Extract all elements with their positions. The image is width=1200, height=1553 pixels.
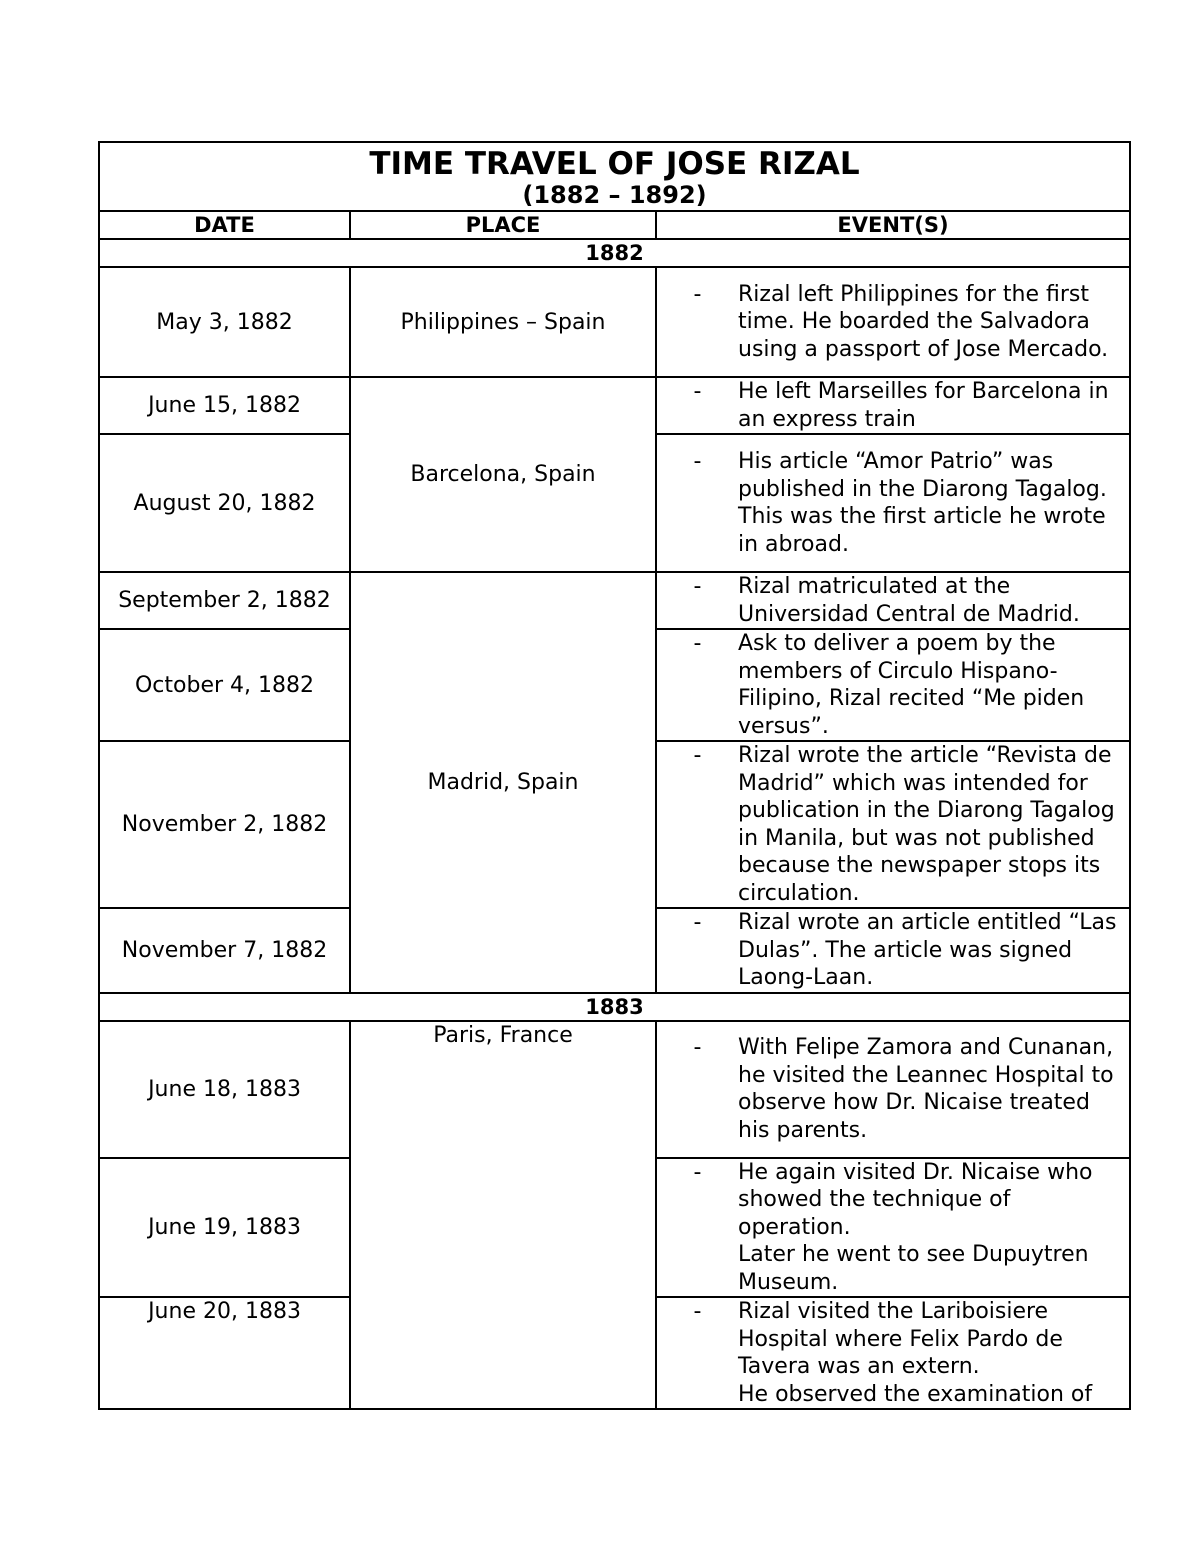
document-title: TIME TRAVEL OF JOSE RIZAL	[369, 145, 860, 182]
place-cell: Barcelona, Spain	[350, 377, 656, 572]
place-cell: Madrid, Spain	[350, 572, 656, 993]
event-cell	[656, 267, 1130, 377]
bullet-dash: -	[693, 631, 702, 656]
bullet-dash: -	[693, 379, 702, 404]
bullet-dash: -	[693, 743, 702, 768]
event-cell	[656, 434, 1130, 572]
event-cell	[656, 1021, 1130, 1158]
date-cell: May 3, 1882	[99, 267, 350, 377]
place-cell: Paris, France	[350, 1021, 656, 1410]
event-text-continued: Later he went to see Dupuytren Museum.	[738, 1242, 1089, 1295]
date-cell: June 18, 1883	[99, 1021, 350, 1158]
year-row-1882: 1882	[99, 239, 1130, 267]
header-place: PLACE	[350, 211, 656, 239]
date-cell: October 4, 1882	[99, 629, 350, 741]
event-cell	[656, 377, 1130, 434]
event-cell	[656, 1158, 1130, 1298]
date-cell: June 19, 1883	[99, 1158, 350, 1298]
date-cell: June 15, 1882	[99, 377, 350, 434]
event-cell	[656, 572, 1130, 629]
event-text: Rizal left Philippines for the first time. He boarded the Salvadora using a passport of Jose Mercado.	[738, 281, 1109, 362]
event-text: Rizal visited the Lariboisiere Hospital where Felix Pardo de Tavera was an extern.	[738, 1299, 1063, 1379]
event-text: With Felipe Zamora and Cunanan, he visited the Leannec Hospital to observe how Dr. Nicaise treated his parents.	[738, 1035, 1114, 1143]
date-cell: September 2, 1882	[99, 572, 350, 629]
event-text: Rizal matriculated at the Universidad Central de Madrid.	[738, 574, 1080, 627]
bullet-dash: -	[693, 281, 702, 307]
timeline-table	[98, 141, 1131, 1410]
event-text: Rizal wrote an article entitled “Las Dulas”. The article was signed Laong-Laan.	[738, 910, 1117, 990]
year-row-1883: 1883	[99, 993, 1130, 1021]
bullet-dash: -	[693, 449, 702, 474]
event-text: He again visited Dr. Nicaise who showed the technique of operation.	[738, 1159, 1093, 1240]
event-text: His article “Amor Patrio” was published in the Diarong Tagalog.	[738, 449, 1107, 502]
bullet-dash: -	[693, 574, 702, 599]
event-cell	[656, 741, 1130, 908]
event-cell	[656, 629, 1130, 741]
document-subtitle: (1882 – 1892)	[522, 180, 707, 209]
bullet-dash: -	[693, 910, 702, 935]
event-cell	[656, 1297, 1130, 1409]
bullet-dash: -	[693, 1159, 702, 1185]
header-date: DATE	[99, 211, 350, 239]
date-cell: November 7, 1882	[99, 908, 350, 993]
place-cell: Philippines – Spain	[350, 267, 656, 377]
event-cell	[656, 908, 1130, 993]
event-text-continued: This was the first article he wrote in abroad.	[738, 504, 1106, 557]
date-cell: August 20, 1882	[99, 434, 350, 572]
header-events: EVENT(S)	[656, 211, 1130, 239]
bullet-dash: -	[693, 1299, 702, 1324]
date-cell: June 20, 1883	[99, 1297, 350, 1409]
event-text-continued: He observed the examination of	[738, 1381, 1093, 1407]
event-text: He left Marseilles for Barcelona in an express train	[738, 379, 1109, 432]
date-cell: November 2, 1882	[99, 741, 350, 908]
bullet-dash: -	[693, 1035, 702, 1060]
event-text: Ask to deliver a poem by the members of Circulo Hispano-Filipino, Rizal recited “Me piden versus”.	[738, 631, 1085, 739]
event-text: Rizal wrote the article “Revista de Madrid” which was intended for publication in the Diarong Tagalog in Manila, but was not published because the newspaper stops its circulation.	[738, 743, 1115, 906]
title-cell	[99, 142, 1130, 211]
